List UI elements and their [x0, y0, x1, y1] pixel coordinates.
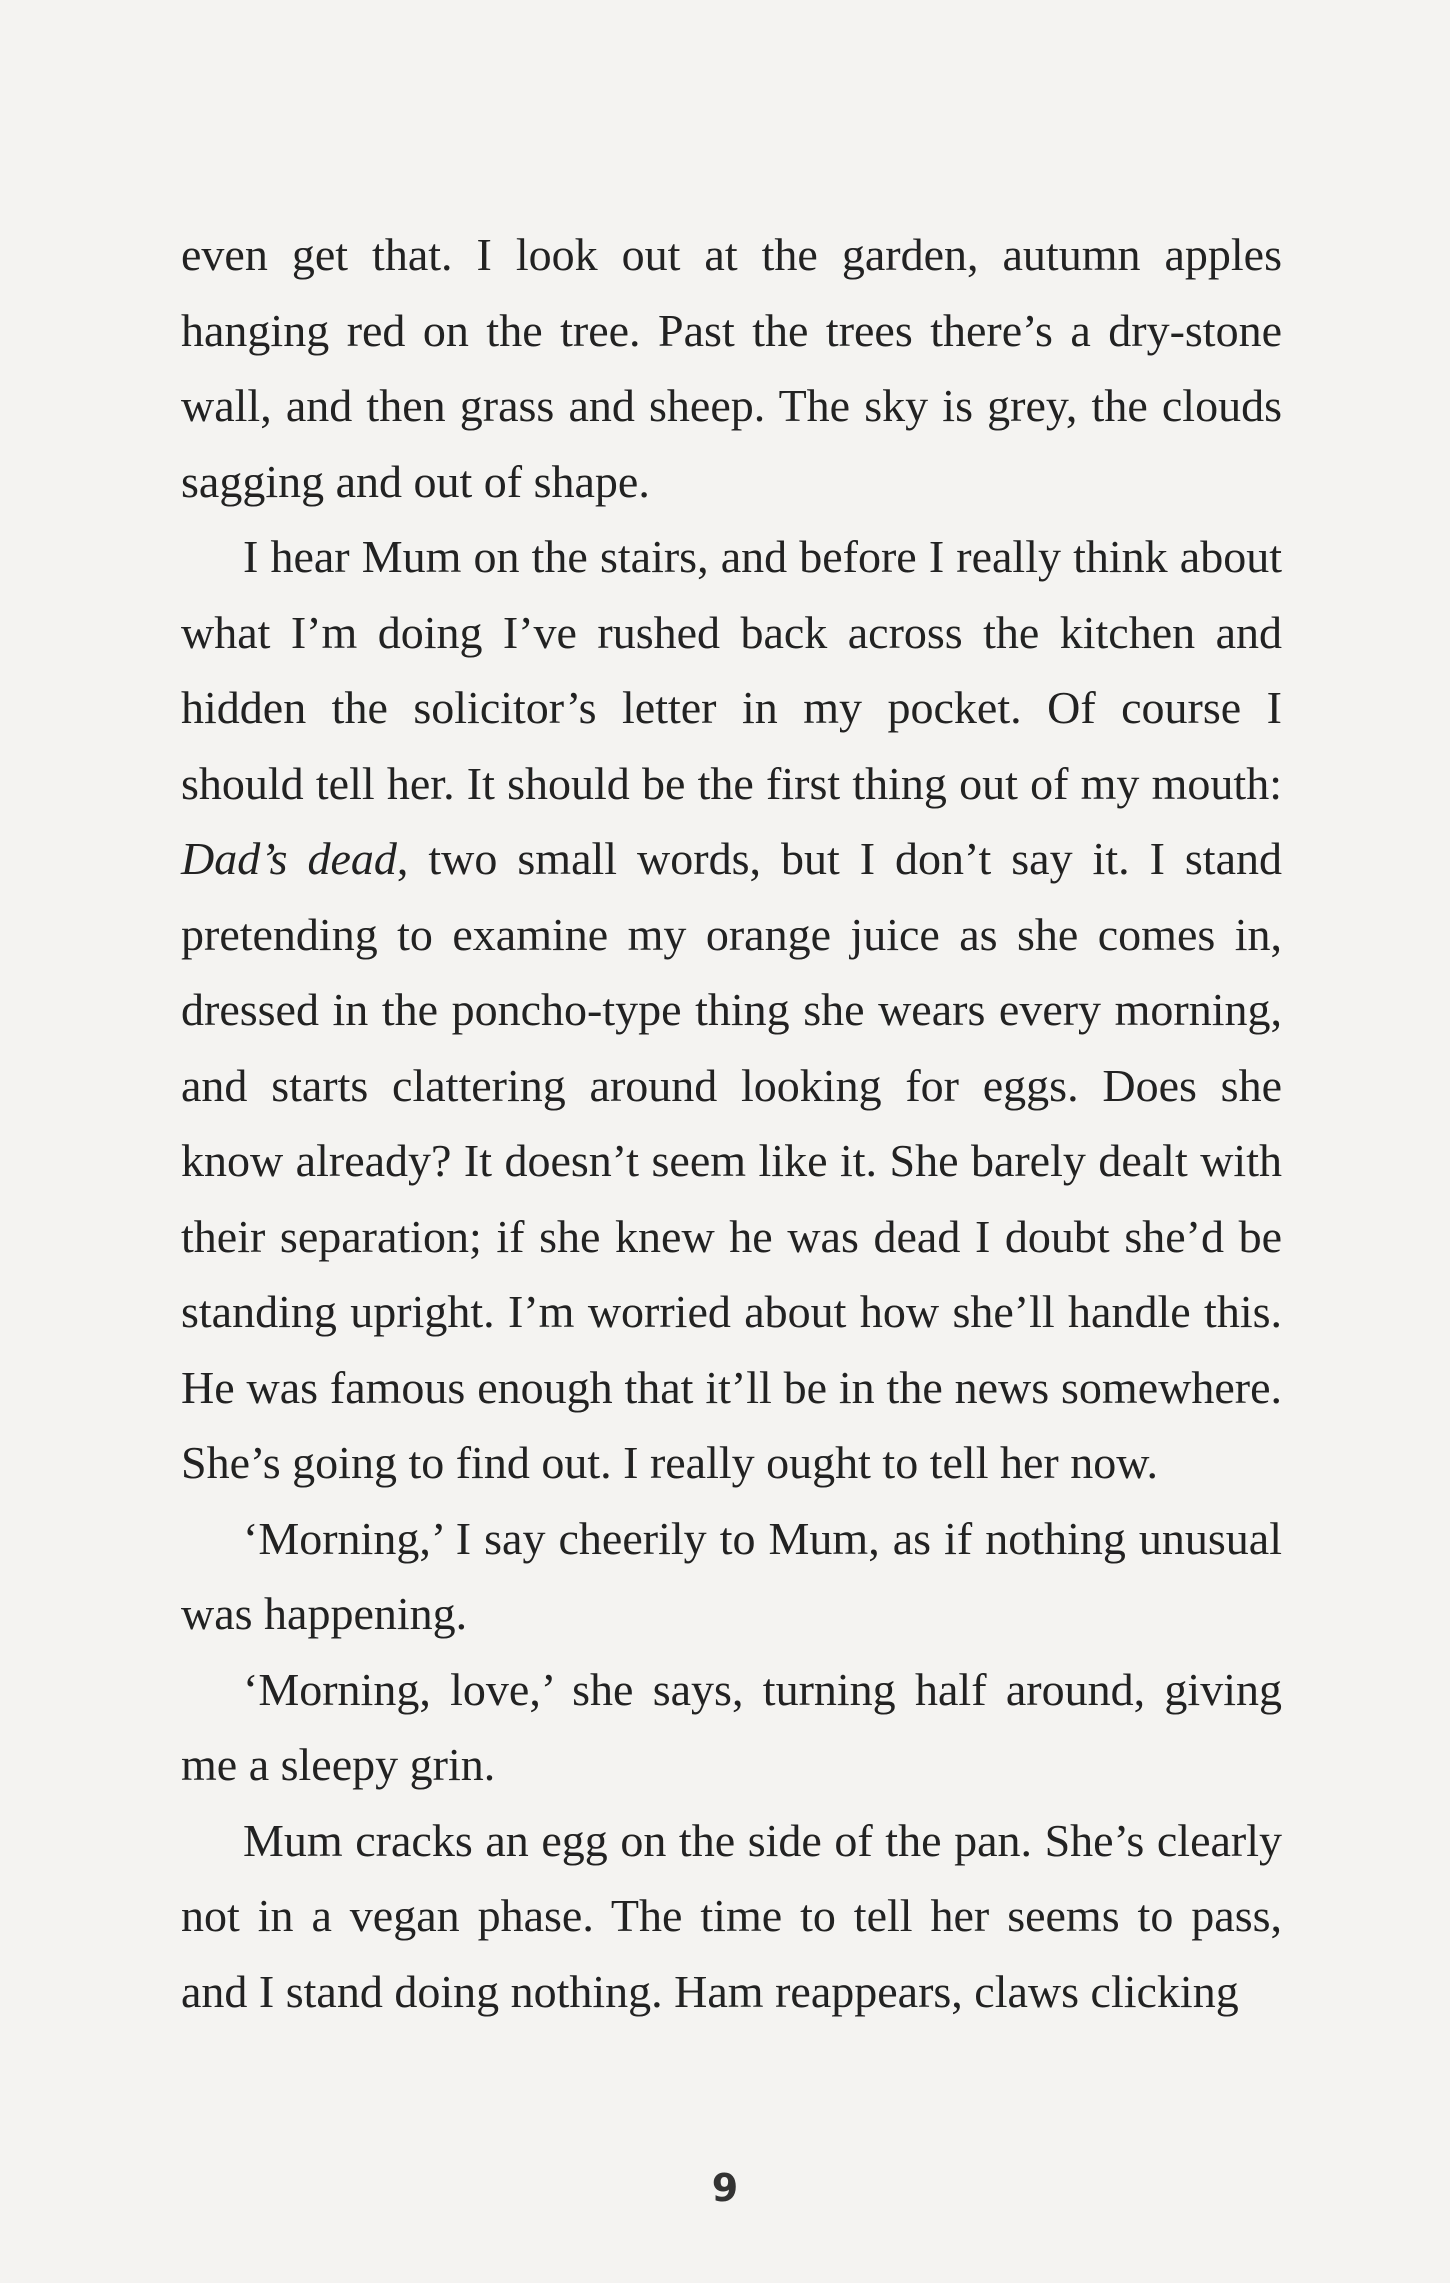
- paragraph-3: ‘Morning,’ I say cheerily to Mum, as if nothing unusual was happening.: [181, 1512, 1282, 1639]
- paragraph-2-text-after: , two small words, but I don’t say it. I stand pretending to examine my orange juice as she comes in, dressed in the poncho-type thing she wears every morning, and starts clattering around looking for eggs. Does she know already? It doesn’t seem like it. She barely dealt with their separation; if she knew he was dead I doubt she’d be standing upright. I’m worried about how she’ll handle this. He was famous enough that it’ll be in the news somewhere. She’s going to find out. I really ought to tell her now.: [181, 833, 1282, 1488]
- paragraph-4: ‘Morning, love,’ she says, turning half around, giving me a sleepy grin.: [181, 1663, 1282, 1790]
- page-body: [181, 217, 1282, 2029]
- paragraph-1: even get that. I look out at the garden, autumn apples hanging red on the tree. Past the trees there’s a dry-stone wall, and then grass and sheep. The sky is grey, the clouds sagging and out of shape.: [181, 229, 1282, 507]
- paragraph-5: Mum cracks an egg on the side of the pan. She’s clearly not in a vegan phase. The time to tell her seems to pass, and I stand doing nothing. Ham reappears, claws clicking: [181, 1814, 1282, 2017]
- paragraph-2: [181, 519, 1282, 1501]
- paragraph-2-text-before: I hear Mum on the stairs, and before I really think about what I’m doing I’ve rushed back across the kitchen and hidden the solicitor’s letter in my pocket. Of course I should tell her. It should be the first thing out of my mouth:: [181, 531, 1282, 809]
- paragraph-2-emphasis: Dad’s dead: [181, 833, 397, 884]
- page-number: 9: [711, 2166, 739, 2210]
